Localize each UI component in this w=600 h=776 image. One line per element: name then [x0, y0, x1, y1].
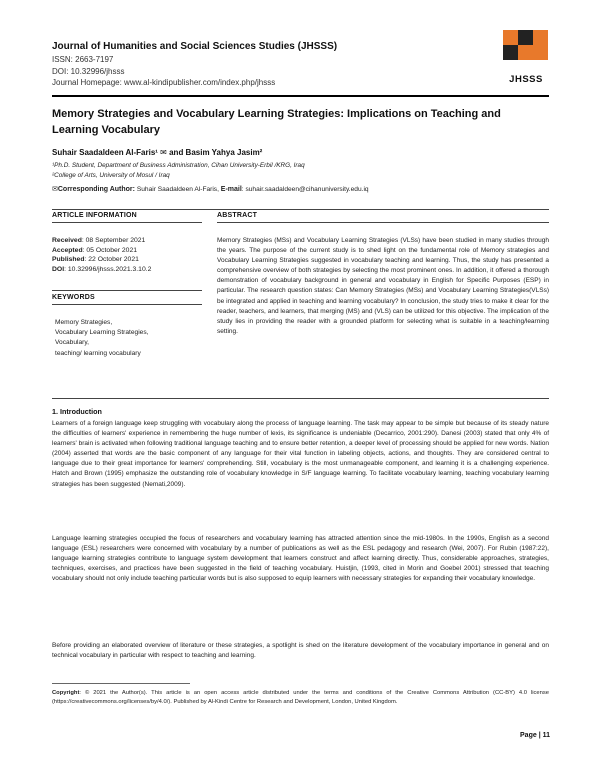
keywords-heading-rule: [52, 304, 202, 305]
intro-paragraph-3: Before providing an elaborated overview of literature or these strategies, a spotlight is shed on the literature development of the vocabulary importance in general and on technical vocabulary in particular with respect to teaching and learning.: [52, 642, 549, 660]
journal-name: Journal of Humanities and Social Sciences Studies (JHSSS): [52, 41, 338, 52]
received-date: Received: 08 September 2021: [52, 237, 146, 244]
intro-paragraph-1: Learners of a foreign language keep struggling with vocabulary along the process of language learning. The task may appear to be simple but because of its steady nature the difficulties of learners' experience in remembering the huge number of lexis, its significance is undeniable (Decarrico, 2001:290). Danesi (2003) stated that only 4% of learners' brain is activated when following traditional language teaching and to ensure better retention, a deeper level of processing should be applied for new words. Nation (2004) asserted that words are the basic component of any language for their vital function in labeling objects, actions, and thoughts. They are considered central to language due to their great importance for learners' comprehending. Still, vocabulary is the most unmanageable component, and learning it is a challenging experience. Hatch and Brown (1995) emphasize the outstanding role of vocabulary knowledge in S/F language learning. To facilitate vocabulary learning, teaching vocabulary learning strategies has been suggested (Nemati,2009).: [52, 420, 549, 488]
info-heading-rule: [52, 222, 202, 223]
abstract-text: Memory Strategies (MSs) and Vocabulary Learning Strategies (VLSs) have been studied in many studies through the years. The purpose of the current study is to shed light on the fundamental role of Memory strategies and Vocabulary Learning Strategies suggested in vocabulary teaching and learning. Thus, the study has presented a comprehensive overview of both strategies by selecting the most prominent ones. In addition, it offered a thorough demonstration of vocabulary background in general and vocabulary in English for Specific Purposes (ESP) in particular. The research question states: Can Memory Strategies (MSs) and Vocabulary Learning Strategies(VLSs) be integrated and applied in teaching and learning vocabulary? In conclusion, the study tries to make it clear for the reader, teachers, and learners, that merging (MS) and (VLS) can be utilized for this objective. The implication of the study lies in providing the reader with a grounded platform for selecting what is suitable in a teaching/learning setting.: [217, 237, 549, 335]
article-doi: DOI: 10.32996/jhsss.2021.3.10.2: [52, 265, 152, 273]
journal-doi: DOI: 10.32996/jhsss: [52, 66, 125, 76]
journal-issn: ISSN: 2663-7197: [52, 55, 114, 64]
introduction-heading: 1. Introduction: [52, 407, 102, 416]
logo-square-dark-2: [503, 45, 518, 60]
journal-header: [52, 40, 492, 89]
abstract-heading-rule: [217, 222, 549, 223]
logo-square-orange-2: [533, 30, 548, 45]
header-divider: [52, 95, 549, 97]
keyword-item: teaching/ learning vocabulary: [55, 349, 141, 357]
accepted-date: Accepted: 05 October 2021: [52, 246, 138, 254]
article-title: Memory Strategies and Vocabulary Learning Strategies: Implications on Teaching and Learning Vocabulary: [52, 108, 501, 136]
keyword-item: Vocabulary Learning Strategies,: [55, 329, 149, 337]
article-authors: Suhair Saadaldeen Al-Faris¹ ✉ and Basim Yahya Jasim²: [52, 148, 263, 157]
keyword-item: Memory Strategies,: [55, 319, 113, 326]
info-top-rule: [52, 209, 549, 210]
copyright-label: Copyright: [52, 690, 80, 696]
footnote-rule: [52, 683, 190, 684]
logo-square-dark-1: [518, 30, 533, 45]
copyright-notice: [52, 689, 549, 706]
intro-paragraph-2: Language learning strategies occupied the focus of researchers and vocabulary learning has attracted attention since the mid-1980s. In the 1990s, English as a second language (ESL) researchers were concerned with vocabulary by a number of publications as well as the ESL pedagogy and research (Wei, 2007). For Rubin (1987:22), language learning strategies contribute to language system development that learners construct and affect learning directly. Thus, considerable approaches, strategies, techniques, exercises, and practices have been suggested in the field of teaching vocabulary. Huistjin, (1993, cited in Morin and Goebel 2001) stressed that teaching vocabulary should not only include teaching particular words but is also supposed to equip learners with necessary strategies for expanding their vocabulary knowledge.: [52, 535, 549, 583]
page-number: Page | 11: [520, 732, 550, 739]
article-info-heading: ARTICLE INFORMATION: [52, 212, 137, 219]
logo-square-orange-3: [518, 45, 533, 60]
logo-text: JHSSS: [509, 74, 543, 85]
keywords-heading: KEYWORDS: [52, 294, 95, 301]
article-dates: [52, 236, 212, 274]
corresponding-label: ✉Corresponding Author:: [52, 186, 135, 193]
abstract-bottom-rule: [52, 398, 549, 399]
abstract-heading: ABSTRACT: [217, 212, 258, 219]
keywords-top-rule: [52, 290, 202, 291]
logo-square-orange-1: [503, 30, 518, 45]
published-date: Published: 22 October 2021: [52, 256, 139, 264]
corresponding-author: [52, 185, 549, 193]
journal-homepage[interactable]: Journal Homepage: www.al-kindipublisher.com/index.php/jhsss: [52, 78, 276, 87]
corresponding-name: Suhair Saadaldeen Al-Faris,: [135, 186, 221, 193]
copyright-text: : © 2021 the Author(s). This article is an open access article distributed under the terms and conditions of the Creative Commons Attribution (CC-BY) 4.0 license (https://creativecommons.org/licenses/by/4.0/). Published by Al-Kindi Centre for Research and Development, London, United Kingdom.: [52, 690, 549, 705]
jhsss-logo: [503, 30, 549, 86]
email-label: E-mail: [220, 186, 242, 193]
affiliation-2: ²College of Arts, University of Mosul / Iraq: [52, 172, 170, 179]
logo-square-orange-4: [533, 45, 548, 60]
affiliation-1: ¹Ph.D. Student, Department of Business Administration, Cihan University-Erbil /KRG, Iraq: [52, 162, 305, 169]
keywords-list: [55, 318, 215, 359]
email-value[interactable]: : suhair.saadaldeen@cihanuniversity.edu.iq: [241, 186, 369, 193]
keyword-item: Vocabulary,: [55, 339, 89, 347]
